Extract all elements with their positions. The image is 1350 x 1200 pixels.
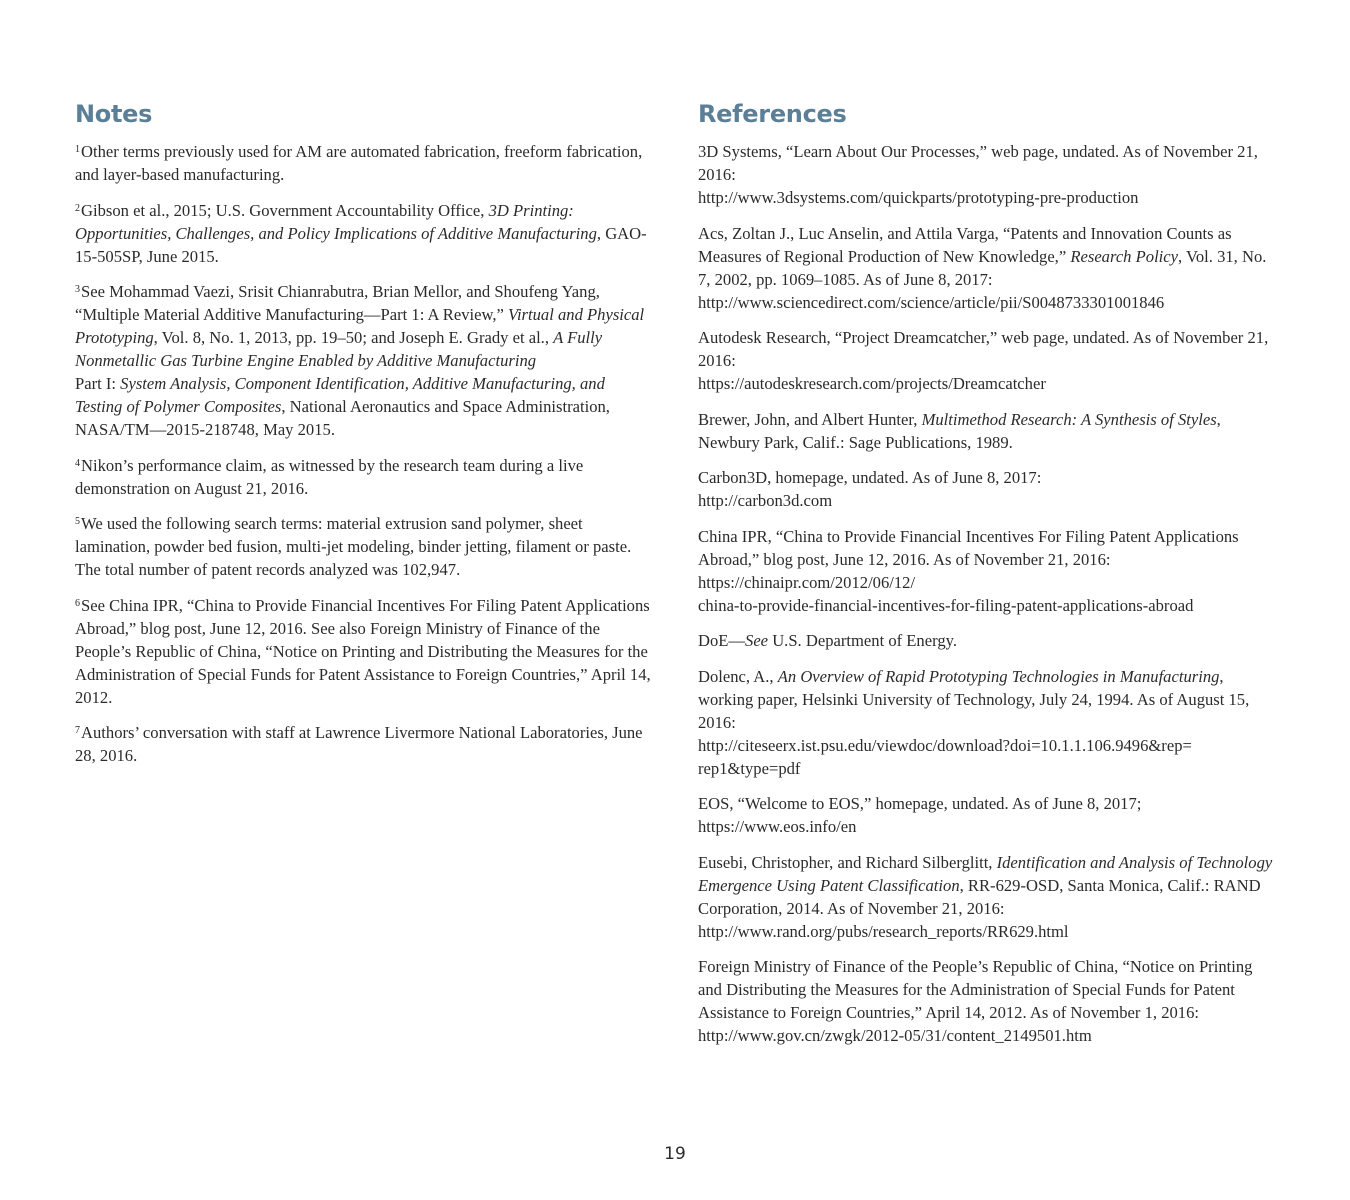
note-6 bbox=[75, 594, 655, 709]
references-column bbox=[698, 98, 1278, 1060]
reference-text: Foreign Ministry of Finance of the People’s Republic of China, “Notice on Printing and Distributing the Measures for the Administration of Special Funds for Patent Assistance to Foreign Countries,” April 14, 2012. As of November 1, 2016: bbox=[698, 957, 1253, 1022]
reference-text: 3D Systems, “Learn About Our Processes,” web page, undated. As of November 21, 2016: bbox=[698, 142, 1258, 184]
note-number: 4 bbox=[75, 457, 80, 469]
reference-text: Autodesk Research, “Project Dreamcatcher,” web page, undated. As of November 21, 2016: bbox=[698, 328, 1269, 370]
note-1 bbox=[75, 140, 655, 186]
note-text: Part I: bbox=[75, 374, 121, 393]
reference-url: http://www.rand.org/pubs/research_reports/RR629.html bbox=[698, 921, 1069, 941]
reference-text: U.S. Department of Energy. bbox=[768, 631, 957, 650]
reference-url: rep1&type=pdf bbox=[698, 758, 801, 778]
reference-acs bbox=[698, 222, 1278, 314]
reference-url: http://www.gov.cn/zwgk/2012-05/31/content_2149501.htm bbox=[698, 1026, 1092, 1045]
note-text: Other terms previously used for AM are automated fabrication, freeform fabrication, and layer-based manufacturing. bbox=[75, 142, 643, 184]
note-text: , Vol. 8, No. 1, 2013, pp. 19–50; and Joseph E. Grady et al., bbox=[153, 328, 554, 347]
note-number: 2 bbox=[75, 202, 80, 214]
note-number: 6 bbox=[75, 597, 80, 609]
reference-text: Acs, Zoltan J., Luc Anselin, and Attila Varga, “Patents and Innovation Counts as Measures of Regional Production of New Knowledge,” bbox=[698, 223, 1232, 266]
reference-title: Multimethod Research: A Synthesis of Styles bbox=[921, 409, 1217, 429]
note-4 bbox=[75, 454, 655, 500]
reference-foreign-ministry bbox=[698, 955, 1278, 1047]
page-number: 19 bbox=[664, 1144, 686, 1164]
reference-text: Eusebi, Christopher, and Richard Silberglitt, bbox=[698, 852, 997, 872]
reference-url: https://autodeskresearch.com/projects/Dreamcatcher bbox=[698, 374, 1046, 393]
note-text: See Mohammad Vaezi, Srisit Chianrabutra, Brian Mellor, and Shoufeng Yang, “Multiple Material Additive Manufacturing—Part 1: A Review,” bbox=[75, 282, 600, 324]
reference-text: , Vol. 31, No. 7, 2002, pp. 1069–1085. As of June 8, 2017: bbox=[698, 246, 1267, 289]
note-title: Virtual and Physical Prototyping bbox=[75, 305, 645, 347]
reference-text: EOS, “Welcome to EOS,” homepage, undated. As of June 8, 2017; bbox=[698, 794, 1142, 813]
note-3 bbox=[75, 280, 655, 441]
reference-url: https://chinaipr.com/2012/06/12/ bbox=[698, 572, 916, 592]
note-number: 3 bbox=[75, 284, 80, 295]
reference-text: , Newbury Park, Calif.: Sage Publications, 1989. bbox=[698, 409, 1221, 452]
reference-eusebi bbox=[698, 851, 1278, 943]
reference-brewer bbox=[698, 408, 1278, 454]
note-text: , National Aeronautics and Space Administration, NASA/TM—2015-218748, May 2015. bbox=[75, 397, 610, 439]
note-2 bbox=[75, 199, 655, 268]
references-heading: References bbox=[698, 100, 847, 128]
reference-text: China IPR, “China to Provide Financial Incentives For Filing Patent Applications Abroad,” blog post, June 12, 2016. As of November 21, 2016: bbox=[698, 526, 1239, 569]
reference-text: Brewer, John, and Albert Hunter, bbox=[698, 409, 922, 429]
reference-3d-systems bbox=[698, 140, 1278, 209]
reference-carbon3d bbox=[698, 466, 1278, 512]
note-text: We used the following search terms: material extrusion sand polymer, sheet lamination, powder bed fusion, multi-jet modeling, binder jetting, filament or paste. The total number of patent records analyzed was 102,947. bbox=[75, 514, 632, 579]
reference-url: http://www.3dsystems.com/quickparts/prototyping-pre-production bbox=[698, 188, 1139, 207]
note-text: Authors’ conversation with staff at Lawrence Livermore National Laboratories, June 28, 2016. bbox=[75, 723, 643, 765]
reference-url: http://carbon3d.com bbox=[698, 491, 833, 510]
notes-heading: Notes bbox=[75, 100, 153, 128]
note-number: 5 bbox=[75, 516, 80, 527]
note-text: Gibson et al., 2015; U.S. Government Accountability Office, bbox=[81, 200, 489, 220]
reference-text: Carbon3D, homepage, undated. As of June 8, 2017: bbox=[698, 468, 1042, 487]
reference-url: china-to-provide-financial-incentives-for-filing-patent-applications-abroad bbox=[698, 595, 1194, 615]
note-text: , GAO-15-505SP, June 2015. bbox=[75, 223, 647, 266]
reference-text: , working paper, Helsinki University of Technology, July 24, 1994. As of August 15, 2016: bbox=[698, 666, 1250, 732]
note-number: 7 bbox=[75, 725, 80, 736]
reference-see: See bbox=[745, 631, 769, 650]
note-title: System Analysis, Component Identification, Additive Manufacturing, and Testing of Polymer Composites bbox=[75, 374, 605, 416]
note-title: A Fully Nonmetallic Gas Turbine Engine Enabled by Additive Manufacturing bbox=[75, 328, 603, 370]
note-title: 3D Printing: Opportunities, Challenges, and Policy Implications of Additive Manufacturing bbox=[75, 200, 597, 243]
reference-title: Identification and Analysis of Technology Emergence Using Patent Classification bbox=[698, 852, 1273, 895]
reference-text: DoE— bbox=[698, 631, 746, 650]
reference-china-ipr bbox=[698, 525, 1278, 617]
reference-title: Research Policy bbox=[1070, 246, 1179, 266]
reference-text: Dolenc, A., bbox=[698, 666, 778, 686]
notes-column bbox=[75, 98, 655, 780]
note-text: Nikon’s performance claim, as witnessed by the research team during a live demonstration on August 21, 2016. bbox=[75, 455, 584, 498]
note-7 bbox=[75, 721, 655, 767]
reference-url: https://www.eos.info/en bbox=[698, 817, 857, 836]
reference-url: http://www.sciencedirect.com/science/article/pii/S0048733301001846 bbox=[698, 292, 1165, 312]
reference-text: , RR-629-OSD, Santa Monica, Calif.: RAND Corporation, 2014. As of November 21, 2016: bbox=[698, 875, 1261, 918]
reference-title: An Overview of Rapid Prototyping Technologies in Manufacturing bbox=[777, 666, 1220, 686]
reference-dolenc bbox=[698, 665, 1278, 780]
reference-autodesk bbox=[698, 326, 1278, 395]
note-5 bbox=[75, 512, 655, 581]
reference-eos bbox=[698, 792, 1278, 838]
reference-url: http://citeseerx.ist.psu.edu/viewdoc/download?doi=10.1.1.106.9496&rep= bbox=[698, 735, 1192, 755]
note-text: See China IPR, “China to Provide Financial Incentives For Filing Patent Applications Abroad,” blog post, June 12, 2016. See also Foreign Ministry of Finance of the People’s Republic of China, “Notice on Printing and Distributing the Measures for the Administration of Special Funds for Patent Assistance to Foreign Countries,” April 14, 2012. bbox=[75, 595, 651, 707]
note-number: 1 bbox=[75, 144, 80, 155]
reference-doe bbox=[698, 629, 1278, 652]
